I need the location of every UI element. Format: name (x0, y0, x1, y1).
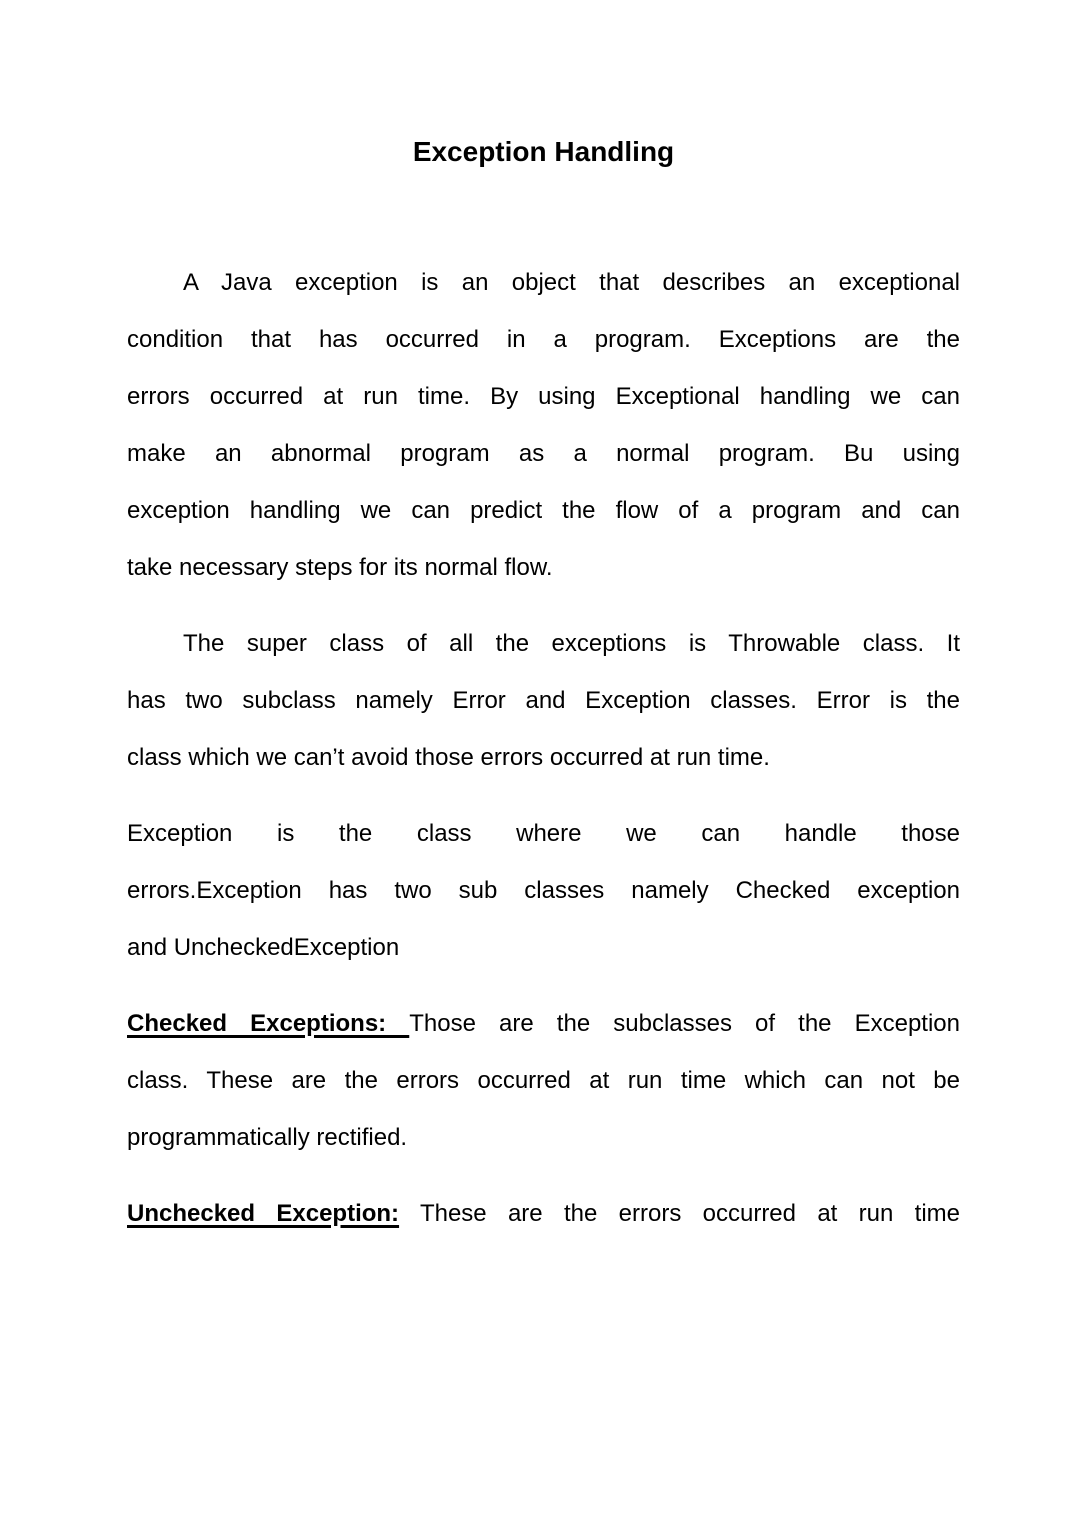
document-page (0, 132, 1088, 1540)
paragraph (127, 615, 960, 786)
paragraph-line: class. These are the errors occurred at run time which can not be (127, 1067, 960, 1094)
paragraph-line: programmatically rectified. (127, 1124, 408, 1151)
document-title: Exception Handling (412, 136, 675, 167)
paragraph-line: class which we can’t avoid those errors occurred at run time. (127, 744, 770, 771)
paragraph-line: Unchecked Exception: These are the errors occurred at run time (127, 1200, 960, 1227)
paragraph-line: take necessary steps for its normal flow. (127, 554, 553, 581)
lead-heading: Unchecked Exception: (127, 1200, 400, 1227)
paragraph (127, 805, 960, 976)
paragraph-line: errors.Exception has two sub classes namely Checked exception (127, 877, 960, 904)
paragraph-line: Checked Exceptions: Those are the subclasses of the Exception (127, 1010, 960, 1037)
paragraph-line: has two subclass namely Error and Exception classes. Error is the (127, 687, 960, 714)
paragraph-line: exception handling we can predict the flow of a program and can (127, 497, 960, 524)
paragraph (127, 995, 960, 1166)
paragraph-line: The super class of all the exceptions is Throwable class. It (183, 630, 960, 657)
paragraph-line: condition that has occurred in a program. Exceptions are the (127, 326, 960, 353)
lead-heading: Checked Exceptions: (127, 1010, 410, 1037)
paragraph-line: A Java exception is an object that describes an exceptional (183, 269, 960, 296)
paragraph-line: Exception is the class where we can handle those (127, 820, 960, 847)
paragraph (127, 1185, 960, 1242)
document-body (127, 254, 960, 1242)
paragraph-line: and UncheckedException (127, 934, 400, 961)
paragraph (127, 254, 960, 596)
paragraph-line: errors occurred at run time. By using Exceptional handling we can (127, 383, 960, 410)
paragraph-line: make an abnormal program as a normal program. Bu using (127, 440, 960, 467)
